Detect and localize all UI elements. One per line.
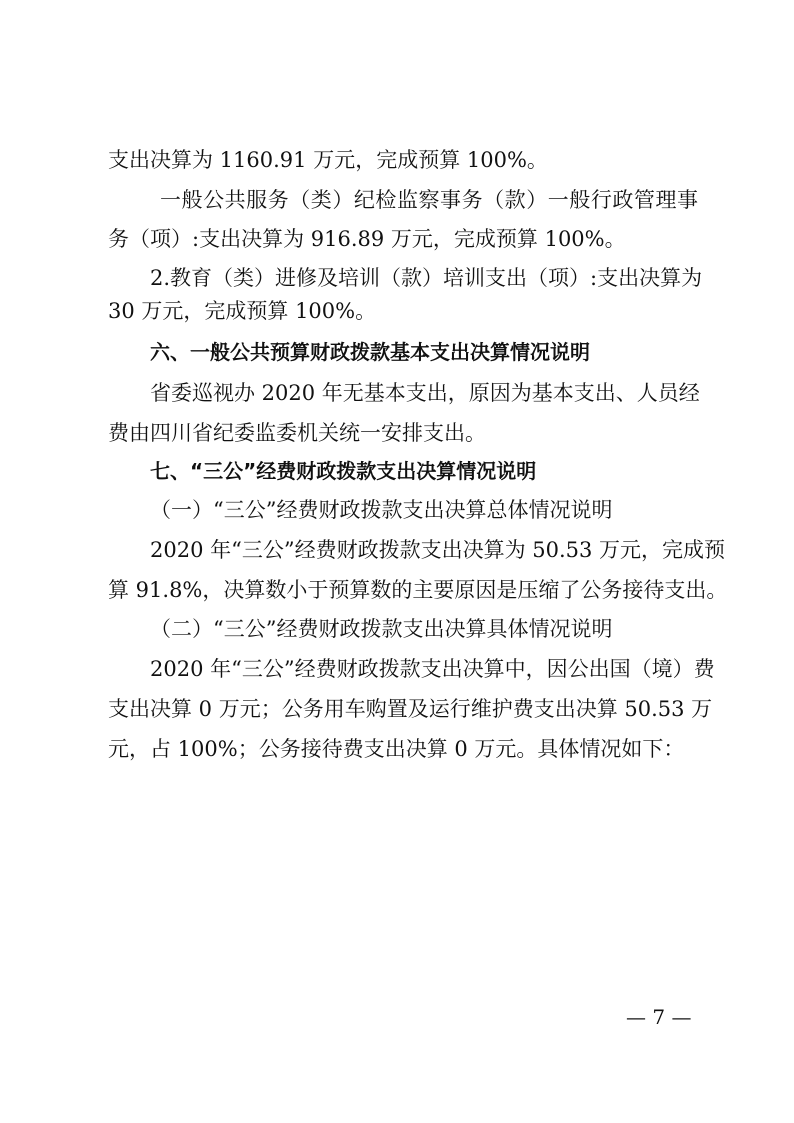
paragraph-line: 2020 年“三公”经费财政拨款支出决算为 50.53 万元，完成预 bbox=[150, 538, 726, 562]
subsection-heading-1: （一）“三公”经费财政拨款支出决算总体情况说明 bbox=[150, 498, 613, 522]
subsection-heading-2: （二）“三公”经费财政拨款支出决算具体情况说明 bbox=[150, 617, 613, 641]
paragraph-line: 算 91.8%，决算数小于预算数的主要原因是压缩了公务接待支出。 bbox=[108, 578, 728, 602]
paragraph-line: 省委巡视办 2020 年无基本支出，原因为基本支出、人员经 bbox=[150, 381, 700, 405]
paragraph-line: 元，占 100%；公务接待费支出决算 0 万元。具体情况如下： bbox=[108, 737, 685, 761]
section-heading-7: 七、“三公”经费财政拨款支出决算情况说明 bbox=[150, 459, 537, 483]
paragraph-line: 30 万元，完成预算 100%。 bbox=[108, 299, 377, 323]
paragraph-line: 支出决算 0 万元；公务用车购置及运行维护费支出决算 50.53 万 bbox=[108, 697, 713, 721]
paragraph-line: 2.教育（类）进修及培训（款）培训支出（项）:支出决算为 bbox=[150, 266, 703, 290]
paragraph-line: 务（项）:支出决算为 916.89 万元，完成预算 100%。 bbox=[108, 227, 626, 251]
paragraph-line: 支出决算为 1160.91 万元，完成预算 100%。 bbox=[108, 148, 548, 172]
section-heading-6: 六、一般公共预算财政拨款基本支出决算情况说明 bbox=[150, 340, 590, 364]
paragraph-line: 费由四川省纪委监委机关统一安排支出。 bbox=[108, 421, 486, 445]
paragraph-line: 一般公共服务（类）纪检监察事务（款）一般行政管理事 bbox=[160, 188, 698, 212]
paragraph-line: 2020 年“三公”经费财政拨款支出决算中，因公出国（境）费 bbox=[150, 657, 715, 681]
page-number: — 7 — bbox=[626, 1005, 692, 1029]
